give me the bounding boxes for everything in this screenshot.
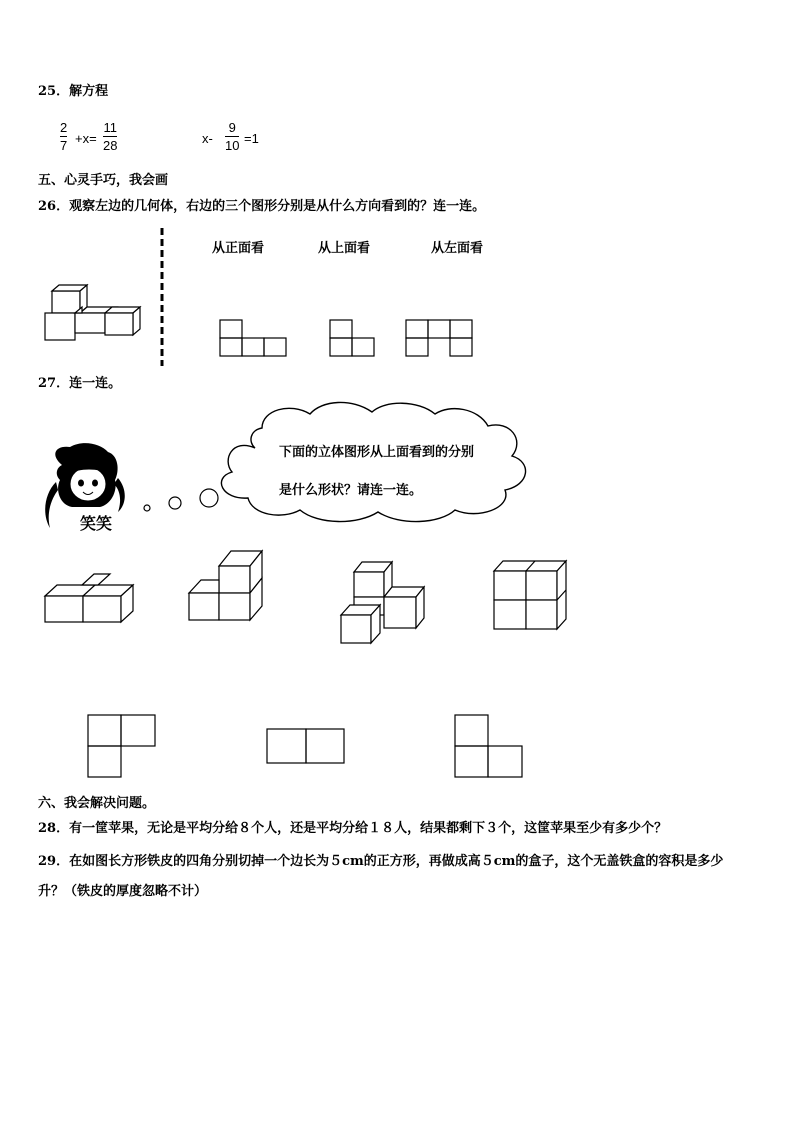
thought-dot-small bbox=[144, 505, 150, 511]
q29-line-2: 升？（铁皮的厚度忽略不计） bbox=[38, 884, 208, 899]
top-view-b bbox=[267, 729, 344, 763]
section-6-title: 六、我会解决问题。 bbox=[38, 796, 156, 811]
q26-title: 26．观察左边的几何体，右边的三个图形分别是从什么方向看到的？连一连。 bbox=[38, 199, 486, 214]
q27-title: 27．连一连。 bbox=[38, 376, 122, 391]
eq2-numerator: 9 bbox=[228, 120, 236, 135]
eq1-denominator: 7 bbox=[60, 138, 68, 153]
eq1-numerator: 2 bbox=[60, 120, 68, 135]
solid-d bbox=[494, 561, 566, 629]
section-5-title: 五、心灵手巧，我会画 bbox=[38, 173, 169, 188]
thought-dot-medium bbox=[169, 497, 181, 509]
eq2-suffix: =1 bbox=[244, 131, 259, 146]
eq1-right-numerator: 11 bbox=[103, 120, 117, 135]
eq1-operator: +x= bbox=[75, 131, 97, 146]
eq1-right-denominator: 28 bbox=[103, 138, 118, 153]
label-top-view: 从上面看 bbox=[318, 241, 371, 256]
solid-c bbox=[341, 562, 424, 643]
top-view-a bbox=[88, 715, 155, 777]
solid-b bbox=[189, 551, 262, 620]
eq2-prefix: x- bbox=[202, 131, 213, 146]
label-front-view: 从正面看 bbox=[212, 241, 265, 256]
q29-line-1: 29．在如图长方形铁皮的四角分别切掉一个边长为５cm的正方形，再做成高５cm的盒子，这个无盖铁盒的容积是多少 bbox=[38, 854, 724, 869]
girl-name-label: 笑笑 bbox=[80, 514, 113, 533]
speech-cloud bbox=[221, 402, 525, 521]
solid-a bbox=[45, 574, 133, 622]
label-left-view: 从左面看 bbox=[431, 241, 484, 256]
top-view-c bbox=[455, 715, 522, 777]
thought-dot-large bbox=[200, 489, 218, 507]
bubble-line-1: 下面的立体图形从上面看到的分别 bbox=[279, 445, 475, 460]
q28-text: 28．有一筐苹果，无论是平均分给８个人，还是平均分给１８人，结果都剩下３个，这筐苹果至少有多少个？ bbox=[38, 821, 668, 836]
bubble-line-2: 是什么形状？请连一连。 bbox=[279, 483, 423, 498]
q25-title: 25．解方程 bbox=[38, 84, 109, 99]
eq2-denominator: 10 bbox=[225, 138, 240, 153]
